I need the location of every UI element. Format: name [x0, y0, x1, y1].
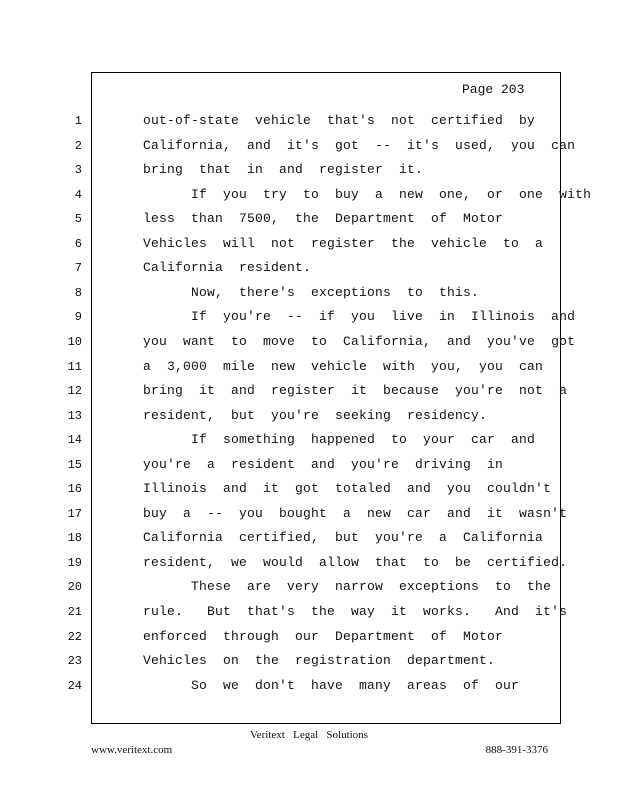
line-number: 3	[74, 163, 82, 177]
footer-website: www.veritext.com	[91, 744, 173, 756]
transcript-line: Vehicles on the registration department.	[143, 653, 496, 668]
line-number: 7	[74, 261, 82, 275]
line-number: 18	[67, 531, 82, 545]
line-number: 12	[67, 384, 82, 398]
line-number: 20	[67, 580, 82, 594]
transcript-line: If you try to buy a new one, or one with	[143, 187, 592, 202]
line-number: 19	[67, 556, 82, 570]
transcript-line: bring it and register it because you're not a	[143, 383, 568, 398]
transcript-line: If something happened to your car and	[143, 432, 536, 447]
line-number: 22	[67, 630, 82, 644]
line-number: 13	[67, 409, 82, 423]
transcript-line: These are very narrow exceptions to the	[143, 579, 552, 594]
line-number: 6	[74, 237, 82, 251]
transcript-line: California certified, but you're a California	[143, 530, 544, 545]
transcript-line: you want to move to California, and you've got	[143, 334, 576, 349]
transcript-line: resident, we would allow that to be certified.	[143, 555, 568, 570]
line-number: 14	[67, 433, 82, 447]
transcript-line: resident, but you're seeking residency.	[143, 408, 488, 423]
transcript-line: bring that in and register it.	[143, 162, 424, 177]
page-number: Page 203	[462, 82, 525, 97]
footer-company: Veritext Legal Solutions	[250, 729, 368, 741]
line-number: 8	[74, 286, 82, 300]
transcript-line: California resident.	[143, 260, 312, 275]
line-number: 16	[67, 482, 82, 496]
line-number: 15	[67, 458, 82, 472]
transcript-line: less than 7500, the Department of Motor	[143, 211, 504, 226]
line-number: 4	[74, 188, 82, 202]
transcript-line: buy a -- you bought a new car and it wasn't	[143, 506, 568, 521]
transcript-line: out-of-state vehicle that's not certified by	[143, 113, 536, 128]
footer-phone: 888-391-3376	[485, 744, 548, 756]
transcript-line: Illinois and it got totaled and you couldn't	[143, 481, 552, 496]
transcript-line: Vehicles will not register the vehicle to a	[143, 236, 544, 251]
transcript-line: If you're -- if you live in Illinois and	[143, 309, 576, 324]
transcript-line: Now, there's exceptions to this.	[143, 285, 480, 300]
transcript-line: a 3,000 mile new vehicle with you, you can	[143, 359, 544, 374]
line-number: 11	[67, 360, 82, 374]
line-number: 24	[67, 679, 82, 693]
line-number: 23	[67, 654, 82, 668]
line-number: 2	[74, 139, 82, 153]
transcript-line: you're a resident and you're driving in	[143, 457, 504, 472]
line-number: 10	[67, 335, 82, 349]
transcript-line: California, and it's got -- it's used, you can	[143, 138, 576, 153]
transcript-line: rule. But that's the way it works. And it's	[143, 604, 568, 619]
transcript-line: enforced through our Department of Motor	[143, 629, 504, 644]
transcript-line: So we don't have many areas of our	[143, 678, 520, 693]
line-number: 9	[74, 310, 82, 324]
line-number: 21	[67, 605, 82, 619]
line-number: 17	[67, 507, 82, 521]
line-number: 5	[74, 212, 82, 226]
line-number: 1	[74, 114, 82, 128]
